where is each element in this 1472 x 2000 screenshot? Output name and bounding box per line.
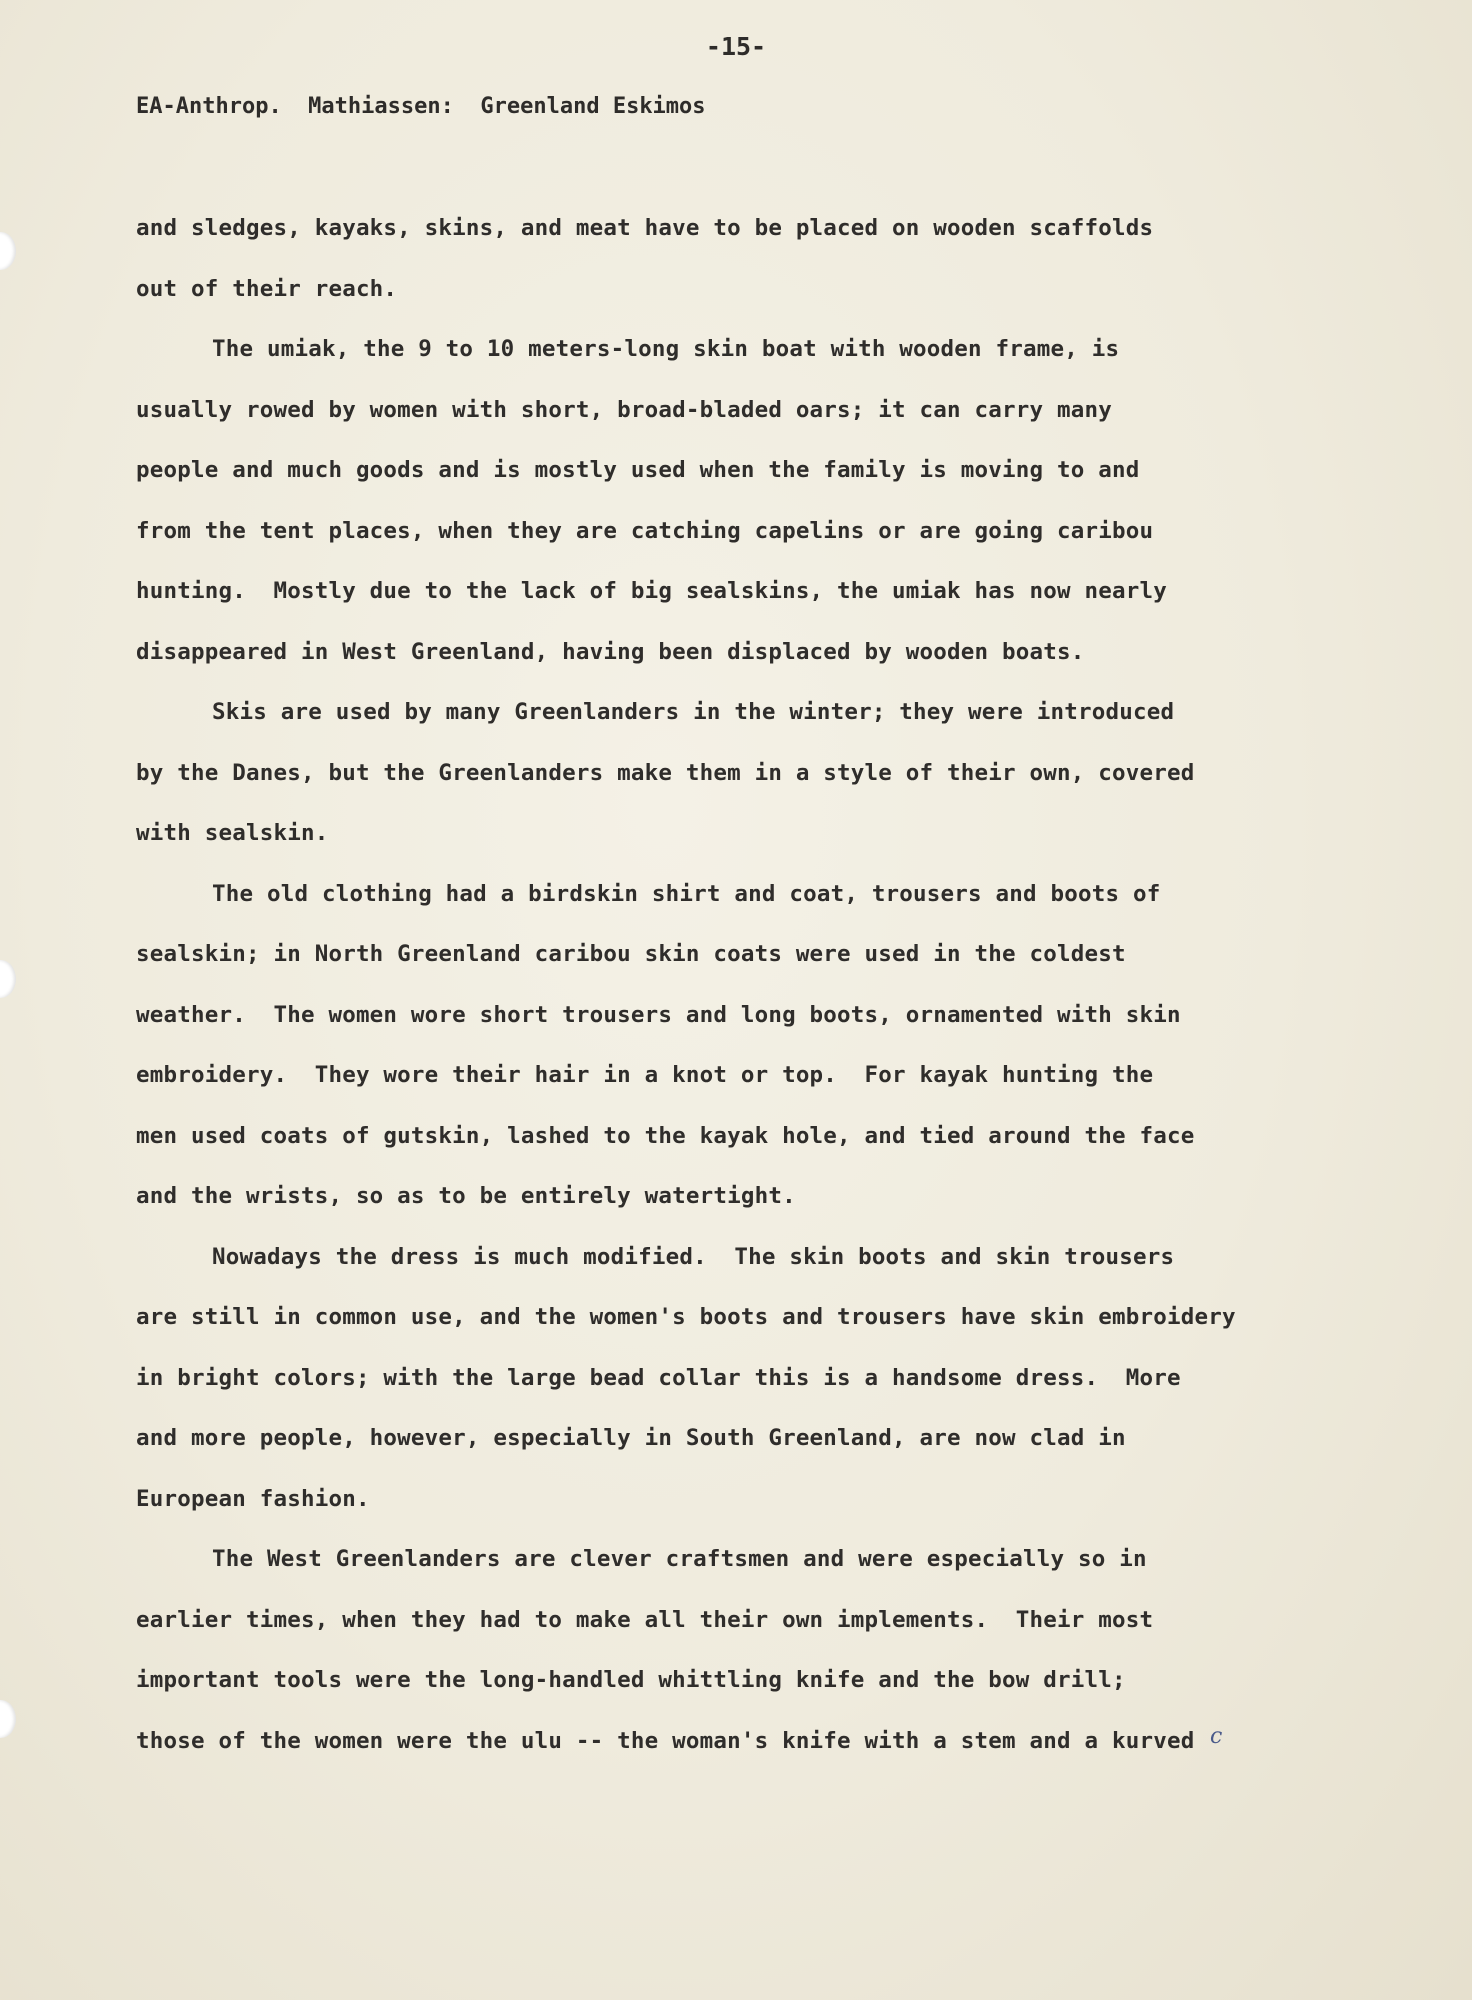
text-line: disappeared in West Greenland, having been displaced by wooden boats. <box>136 638 1085 665</box>
running-header: EA-Anthrop. Mathiassen: Greenland Eskimos <box>136 94 706 119</box>
text-line: earlier times, when they had to make all their own implements. Their most <box>136 1606 1154 1633</box>
text-line: those of the women were the ulu -- the woman's knife with a stem and a kurved <box>136 1727 1195 1754</box>
text-line: and more people, however, especially in South Greenland, are now clad in <box>136 1425 1126 1451</box>
text-line: are still in common use, and the women's boots and trousers have skin embroidery <box>136 1304 1236 1330</box>
text-line: usually rowed by women with short, broad-bladed oars; it can carry many <box>136 396 1112 423</box>
text-line: in bright colors; with the large bead collar this is a handsome dress. More <box>136 1364 1181 1391</box>
text-line: hunting. Mostly due to the lack of big sealskins, the umiak has now nearly <box>136 578 1167 604</box>
text-line: and the wrists, so as to be entirely watertight. <box>136 1183 796 1209</box>
text-line: Nowadays the dress is much modified. The skin boots and skin trousers <box>212 1243 1175 1270</box>
text-line: The West Greenlanders are clever craftsmen and were especially so in <box>212 1546 1147 1572</box>
text-line: with sealskin. <box>136 820 329 846</box>
text-line: sealskin; in North Greenland caribou skin coats were used in the coldest <box>136 941 1126 967</box>
text-line: people and much goods and is mostly used when the family is moving to and <box>136 457 1140 483</box>
text-line: The old clothing had a birdskin shirt and coat, trousers and boots of <box>212 880 1161 907</box>
text-line: by the Danes, but the Greenlanders make them in a style of their own, covered <box>136 759 1195 786</box>
text-line: European fashion. <box>136 1485 370 1512</box>
body-text <box>136 208 1376 1781</box>
text-line: important tools were the long-handled whittling knife and the bow drill; <box>136 1667 1126 1693</box>
text-line: from the tent places, when they are catching capelins or are going caribou <box>136 517 1154 544</box>
text-line: The umiak, the 9 to 10 meters-long skin boat with wooden frame, is <box>212 336 1120 362</box>
text-line: Skis are used by many Greenlanders in the winter; they were introduced <box>212 699 1175 725</box>
text-line: out of their reach. <box>136 275 398 302</box>
text-line: men used coats of gutskin, lashed to the kayak hole, and tied around the face <box>136 1122 1195 1149</box>
punch-hole <box>0 232 16 270</box>
punch-hole <box>0 960 16 998</box>
text-line: embroidery. They wore their hair in a knot or top. For kayak hunting the <box>136 1062 1154 1088</box>
text-line: weather. The women wore short trousers and long boots, ornamented with skin <box>136 1001 1181 1028</box>
page-number: -15- <box>705 32 767 61</box>
punch-hole <box>0 1700 16 1738</box>
handwritten-correction: c <box>1210 1724 1223 1749</box>
text-line: and sledges, kayaks, skins, and meat have to be placed on wooden scaffolds <box>136 215 1154 241</box>
